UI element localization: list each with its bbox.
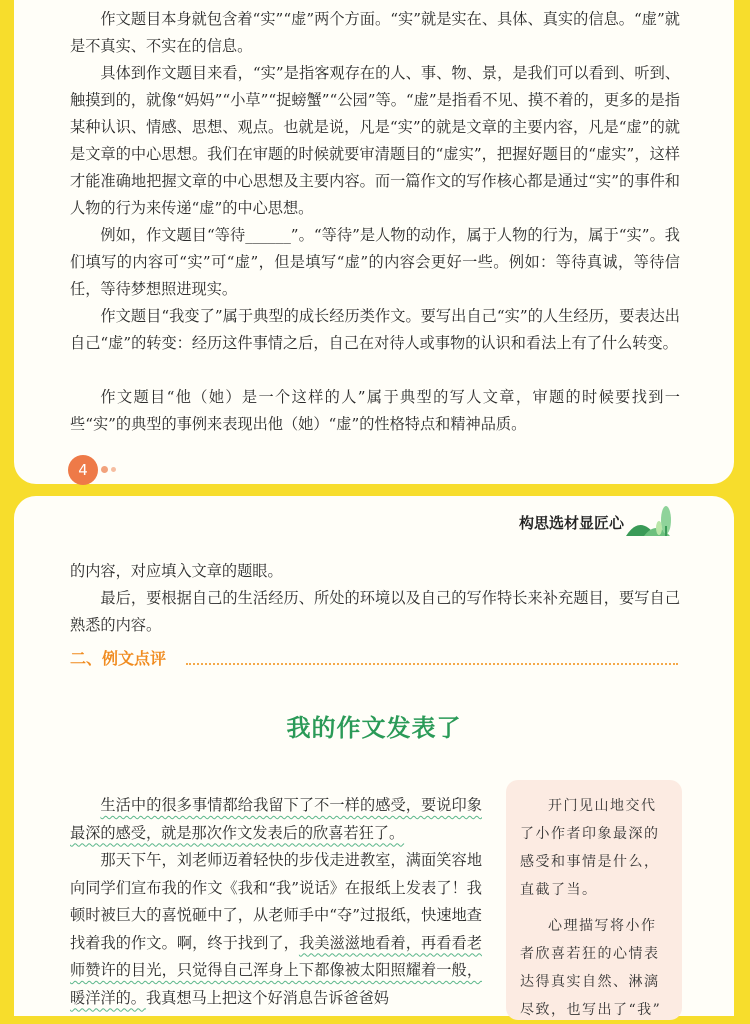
essay-title: 我的作文发表了 (286, 713, 462, 742)
decor-dot (101, 466, 108, 473)
paragraph: 作文题目“他（她）是一个这样的人”属于典型的写人文章，审题的时候要找到一些“实”的典型的事例来表现出他（她）“虚”的性格特点和精神品质。 (70, 388, 680, 433)
paragraph: 的内容，对应填入文章的题眼。 (70, 562, 283, 580)
section-divider (186, 663, 678, 665)
paragraph: 具体到作文题目来看，“实”是指客观存在的人、事、物、景，是我们可以看到、听到、触摸到的，就像“妈妈”“小草”“捉螃蟹”“公园”等。“虚”是指看不见、摸不着的，更多的是指某种认识、情感、思想、观点。也就是说，凡是“实”的就是文章的主要内容，凡是“虚”的就是文章的中心思想。我们在审题的时候就要审清题目的“虚实”，把握好题目的“虚实”，这样才能准确地把握文章的中心思想及主要内容。而一篇作文的写作核心都是通过“实”的事件和人物的行为来传递“虚”的中心思想。 (70, 64, 680, 217)
essay-paragraph (70, 847, 482, 1012)
decor-dot (111, 467, 116, 472)
underlined-sentence: 生活中的很多事情都给我留下了不一样的感受，要说印象最深的感受，就是那次作文发表后的欣喜若狂了。 (70, 796, 482, 842)
paragraph: 最后，要根据自己的生活经历、所处的环境以及自己的写作特长来补充题目，要写自己熟悉的内容。 (70, 589, 680, 634)
paragraph: 例如，作文题目“等待______”。“等待”是人物的动作，属于人物的行为，属于“实”。我们填写的内容可“实”可“虚”，但是填写“虚”的内容会更好一些。例如：等待真诚，等待信任，等待梦想照进现实。 (70, 226, 680, 298)
commentary-text: 心理描写将小作者欣喜若狂的心情表达得真实自然、淋漓尽致，也写出了“我” (520, 918, 662, 1018)
bottom-page (14, 496, 734, 1016)
page-number: 4 (68, 455, 98, 485)
commentary-note (506, 780, 682, 1020)
section-heading: 二、例文点评 (70, 649, 167, 668)
essay-paragraph (70, 792, 482, 847)
underlined-sentence: 我美滋滋地看着，再看看老师赞许的目光，只觉得自己浑身上下都像被太阳照耀着一般，暖洋洋的。 (70, 933, 483, 1007)
paragraph: 作文题目“我变了”属于典型的成长经历类作文。要写出自己“实”的人生经历，要表达出自己“虚”的转变：经历这件事情之后，自己在对待人或事物的认识和看法上有了什么转变。 (70, 307, 680, 352)
top-page (14, 0, 734, 484)
commentary-text: 开门见山地交代了小作者印象最深的感受和事情是什么，直截了当。 (520, 798, 660, 898)
chapter-header-title: 构思选材显匠心 (518, 514, 624, 532)
hills-tree-icon (626, 500, 678, 536)
essay-text: 那天下午，刘老师迈着轻快的步伐走进教室，满面笑容地向同学们宣布我的作文《我和“我”说话》在报纸上发表了！我顿时被巨大的喜悦砸中了，从老师手中“夺”过报纸，快速地查找着我的作文。啊，终于找到了， (70, 851, 482, 952)
essay-text: 我真想马上把这个好消息告诉爸爸妈 (145, 988, 389, 1007)
paragraph: 作文题目本身就包含着“实”“虚”两个方面。“实”就是实在、具体、真实的信息。“虚”就是不真实、不实在的信息。 (70, 10, 680, 55)
